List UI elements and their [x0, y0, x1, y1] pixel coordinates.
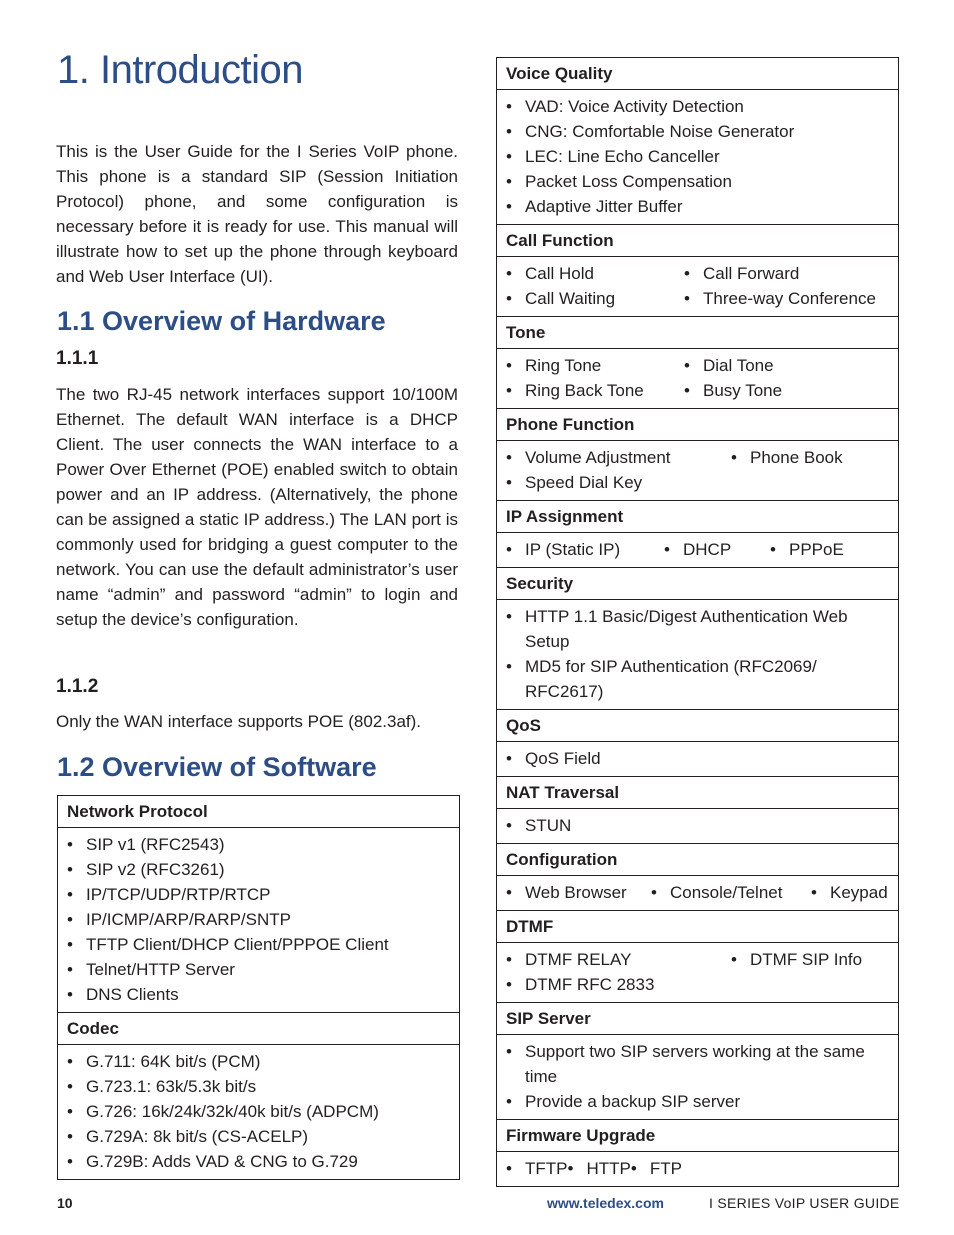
bullet-icon: •: [506, 197, 512, 216]
section-title: Voice Quality: [497, 58, 898, 90]
list-row: [67, 857, 450, 882]
hardware-paragraph-1: The two RJ-45 network interfaces support 10/100M Ethernet. The default WAN interface is a DHCP Client. The user connects the WAN interface to a Power Over Ethernet (POE) enabled switch to obtain power and an IP address. (Alternatively, the phone can be assigned a static IP address.) The LAN port is commonly used for bridging a guest computer to the network. You can use the default administrator’s user name “admin” and password “admin” to login and setup the device’s configuration.: [56, 385, 458, 629]
bullet-icon: •: [506, 381, 512, 400]
list-item-text: Three-way Conference: [703, 289, 876, 308]
bullet-icon: •: [684, 289, 690, 308]
list-item-text: IP/TCP/UDP/RTP/RTCP: [86, 885, 271, 904]
bullet-icon: •: [684, 381, 690, 400]
bullet-icon: •: [651, 883, 657, 902]
list-item-text: Web Browser: [525, 883, 627, 902]
list-row: [67, 1149, 450, 1174]
section-title: Security: [497, 568, 898, 600]
list-item: [568, 1156, 631, 1181]
list-item: [684, 378, 890, 403]
table-section: [497, 317, 898, 409]
list-item-text: DTMF RFC 2833: [525, 975, 655, 994]
list-item: [506, 1089, 740, 1114]
list-row: [67, 932, 450, 957]
bullet-icon: •: [67, 860, 73, 879]
list-item-text: STUN: [525, 816, 572, 835]
list-row: [506, 94, 889, 119]
section-title: Call Function: [497, 225, 898, 257]
list-item: [67, 1049, 260, 1074]
list-item: [651, 880, 811, 905]
hardware-subheading-2: 1.1.2: [56, 676, 99, 697]
section-title: Configuration: [497, 844, 898, 876]
list-item: [684, 353, 890, 378]
list-item-text: Call Forward: [703, 264, 800, 283]
section-body: [58, 1045, 459, 1179]
page-number: 10: [57, 1195, 73, 1211]
list-item: [67, 982, 179, 1007]
bullet-icon: •: [506, 975, 512, 994]
bullet-icon: •: [67, 835, 73, 854]
section-body: [497, 1035, 898, 1120]
list-row: [506, 1089, 889, 1114]
bullet-icon: •: [770, 540, 776, 559]
list-item: [67, 1099, 379, 1124]
footer-url: www.teledex.com: [547, 1195, 664, 1211]
bullet-icon: •: [67, 1127, 73, 1146]
bullet-icon: •: [506, 883, 512, 902]
intro-paragraph: This is the User Guide for the I Series VoIP phone. This phone is a standard SIP (Session Initiation Protocol) phone, and some configuration is necessary before it is ready for use. This manual will illustrate how to set up the phone through keyboard and Web User Interface (UI).: [56, 142, 458, 286]
list-row: [67, 1074, 450, 1099]
table-section: [497, 568, 898, 710]
bullet-icon: •: [67, 910, 73, 929]
list-row: [506, 746, 889, 771]
section-title: DTMF: [497, 911, 898, 943]
list-item: [506, 880, 651, 905]
list-row: [506, 880, 889, 905]
list-item: [506, 972, 731, 997]
bullet-icon: •: [506, 950, 512, 969]
bullet-icon: •: [664, 540, 670, 559]
section-title: Phone Function: [497, 409, 898, 441]
list-row: [506, 378, 889, 403]
list-row: [506, 470, 889, 495]
list-row: [506, 261, 889, 286]
list-item-text: DHCP: [683, 540, 732, 559]
section-body: [497, 943, 898, 1003]
list-item-text: Dial Tone: [703, 356, 774, 375]
section-body: [497, 90, 898, 225]
section-body: [497, 533, 898, 568]
list-item-text: G.723.1: 63k/5.3k bit/s: [86, 1077, 257, 1096]
bullet-icon: •: [506, 1092, 512, 1111]
list-item: [811, 880, 890, 905]
software-heading: 1.2 Overview of Software: [57, 752, 377, 782]
section-title: Tone: [497, 317, 898, 349]
list-row: [67, 1099, 450, 1124]
section-body: [497, 742, 898, 777]
table-section: [497, 911, 898, 1003]
section-body: [497, 809, 898, 844]
list-item: [67, 957, 235, 982]
bullet-icon: •: [506, 607, 512, 626]
list-item: [770, 537, 890, 562]
list-row: [67, 1049, 450, 1074]
list-row: [506, 604, 889, 654]
list-item-text: TFTP Client/DHCP Client/PPPOE Client: [86, 935, 389, 954]
list-item-text: Console/Telnet: [670, 883, 783, 902]
list-item: [67, 857, 225, 882]
bullet-icon: •: [506, 657, 512, 676]
list-row: [67, 832, 450, 857]
list-item-text: Support two SIP servers working at the same time: [525, 1042, 865, 1086]
list-row: [506, 144, 889, 169]
list-item: [506, 261, 684, 286]
list-item: [506, 119, 794, 144]
list-row: [506, 537, 889, 562]
bullet-icon: •: [67, 885, 73, 904]
list-item-text: LEC: Line Echo Canceller: [525, 147, 720, 166]
list-item: [67, 907, 291, 932]
bullet-icon: •: [506, 356, 512, 375]
table-section: [58, 1013, 459, 1179]
bullet-icon: •: [506, 264, 512, 283]
list-row: [506, 1156, 889, 1181]
page-title: 1. Introduction: [57, 48, 303, 92]
list-item-text: Speed Dial Key: [525, 473, 643, 492]
list-item: [664, 537, 770, 562]
list-item-text: G.711: 64K bit/s (PCM): [86, 1052, 261, 1071]
bullet-icon: •: [506, 172, 512, 191]
list-item: [506, 1039, 889, 1089]
hardware-subheading-1: 1.1.1: [56, 348, 99, 369]
list-item: [506, 813, 571, 838]
software-table-left: [57, 795, 460, 1180]
list-item: [506, 286, 684, 311]
list-item-text: Keypad: [830, 883, 888, 902]
list-item: [506, 470, 731, 495]
section-title: Network Protocol: [58, 796, 459, 828]
list-item-text: PPPoE: [789, 540, 844, 559]
table-section: [497, 844, 898, 911]
table-section: [497, 501, 898, 568]
list-item-text: Phone Book: [750, 448, 843, 467]
section-title: NAT Traversal: [497, 777, 898, 809]
list-row: [67, 982, 450, 1007]
bullet-icon: •: [506, 1159, 512, 1178]
section-body: [497, 257, 898, 317]
list-item-text: Provide a backup SIP server: [525, 1092, 741, 1111]
list-row: [67, 957, 450, 982]
section-title: SIP Server: [497, 1003, 898, 1035]
list-item: [67, 1149, 358, 1174]
hardware-paragraph-2: Only the WAN interface supports POE (802.3af).: [56, 712, 422, 731]
list-item-text: Adaptive Jitter Buffer: [525, 197, 683, 216]
list-row: [506, 169, 889, 194]
list-item: [506, 604, 889, 654]
list-row: [506, 194, 889, 219]
section-title: Codec: [58, 1013, 459, 1045]
bullet-icon: •: [811, 883, 817, 902]
bullet-icon: •: [67, 1152, 73, 1171]
list-row: [67, 882, 450, 907]
list-item-text: VAD: Voice Activity Detection: [525, 97, 744, 116]
list-item: [506, 194, 683, 219]
section-body: [497, 876, 898, 911]
list-item-text: Packet Loss Compensation: [525, 172, 732, 191]
list-item: [684, 261, 890, 286]
list-item-text: G.729B: Adds VAD & CNG to G.729: [86, 1152, 358, 1171]
table-section: [58, 796, 459, 1013]
list-item-text: SIP v2 (RFC3261): [86, 860, 225, 879]
list-item-text: DTMF SIP Info: [750, 950, 863, 969]
list-item: [67, 832, 225, 857]
bullet-icon: •: [506, 749, 512, 768]
list-item: [731, 947, 890, 972]
list-item-text: Ring Tone: [525, 356, 602, 375]
list-item: [506, 445, 731, 470]
list-row: [67, 1124, 450, 1149]
bullet-icon: •: [731, 448, 737, 467]
list-item: [506, 378, 684, 403]
list-item: [731, 445, 890, 470]
bullet-icon: •: [684, 264, 690, 283]
list-item: [506, 947, 731, 972]
list-item-text: Telnet/HTTP Server: [86, 960, 235, 979]
list-item-text: Call Hold: [525, 264, 594, 283]
table-section: [497, 777, 898, 844]
list-item: [506, 537, 664, 562]
bullet-icon: •: [67, 985, 73, 1004]
bullet-icon: •: [506, 448, 512, 467]
list-item-text: G.726: 16k/24k/32k/40k bit/s (ADPCM): [86, 1102, 379, 1121]
bullet-icon: •: [67, 960, 73, 979]
section-body: [497, 1152, 898, 1186]
section-body: [497, 600, 898, 710]
bullet-icon: •: [506, 97, 512, 116]
bullet-icon: •: [506, 147, 512, 166]
section-body: [58, 828, 459, 1013]
bullet-icon: •: [567, 1159, 574, 1178]
bullet-icon: •: [67, 935, 73, 954]
list-row: [506, 972, 889, 997]
bullet-icon: •: [731, 950, 737, 969]
list-row: [506, 947, 889, 972]
bullet-icon: •: [506, 540, 512, 559]
list-row: [506, 813, 889, 838]
bullet-icon: •: [67, 1052, 73, 1071]
list-row: [506, 445, 889, 470]
bullet-icon: •: [506, 816, 512, 835]
list-item: [506, 169, 732, 194]
list-item: [506, 654, 889, 704]
list-item-text: HTTP 1.1 Basic/Digest Authentication Web Setup: [525, 607, 848, 651]
bullet-icon: •: [684, 356, 690, 375]
list-item: [506, 353, 684, 378]
list-item-text: Call Waiting: [525, 289, 616, 308]
list-item-text: IP/ICMP/ARP/RARP/SNTP: [86, 910, 291, 929]
bullet-icon: •: [506, 473, 512, 492]
section-title: IP Assignment: [497, 501, 898, 533]
table-section: [497, 710, 898, 777]
table-section: [497, 225, 898, 317]
section-body: [497, 441, 898, 501]
list-item: [67, 882, 271, 907]
list-item: [67, 1124, 308, 1149]
list-row: [506, 1039, 889, 1089]
section-title: QoS: [497, 710, 898, 742]
footer-guide-title: I SERIES VoIP USER GUIDE: [709, 1195, 900, 1211]
list-item-text: G.729A: 8k bit/s (CS-ACELP): [86, 1127, 309, 1146]
list-item-text: TFTP: [525, 1159, 568, 1178]
list-item-text: Volume Adjustment: [525, 448, 671, 467]
list-item-text: MD5 for SIP Authentication (RFC2069/ RFC2617): [525, 657, 817, 701]
list-row: [506, 353, 889, 378]
list-row: [67, 907, 450, 932]
table-section: [497, 58, 898, 225]
list-item: [506, 1156, 568, 1181]
list-item: [506, 144, 720, 169]
list-item: [67, 1074, 256, 1099]
list-item-text: QoS Field: [525, 749, 601, 768]
bullet-icon: •: [506, 122, 512, 141]
list-item-text: DNS Clients: [86, 985, 179, 1004]
software-table-right: [496, 57, 899, 1187]
list-item: [506, 94, 744, 119]
list-item: [684, 286, 890, 311]
list-item: [631, 1156, 682, 1181]
list-item-text: HTTP: [586, 1159, 631, 1178]
section-title: Firmware Upgrade: [497, 1120, 898, 1152]
bullet-icon: •: [67, 1102, 73, 1121]
list-item: [67, 932, 389, 957]
list-item-text: DTMF RELAY: [525, 950, 632, 969]
list-item-text: FTP: [649, 1159, 682, 1178]
list-row: [506, 654, 889, 704]
bullet-icon: •: [506, 1042, 512, 1061]
section-body: [497, 349, 898, 409]
hardware-heading: 1.1 Overview of Hardware: [57, 306, 386, 336]
list-item: [506, 746, 601, 771]
list-row: [506, 119, 889, 144]
list-item-text: Ring Back Tone: [525, 381, 644, 400]
list-item-text: IP (Static IP): [525, 540, 621, 559]
bullet-icon: •: [630, 1159, 637, 1178]
table-section: [497, 409, 898, 501]
list-item-text: CNG: Comfortable Noise Generator: [525, 122, 795, 141]
table-section: [497, 1003, 898, 1120]
list-row: [506, 286, 889, 311]
list-item-text: SIP v1 (RFC2543): [86, 835, 225, 854]
list-item-text: Busy Tone: [703, 381, 783, 400]
bullet-icon: •: [67, 1077, 73, 1096]
table-section: [497, 1120, 898, 1186]
bullet-icon: •: [506, 289, 512, 308]
